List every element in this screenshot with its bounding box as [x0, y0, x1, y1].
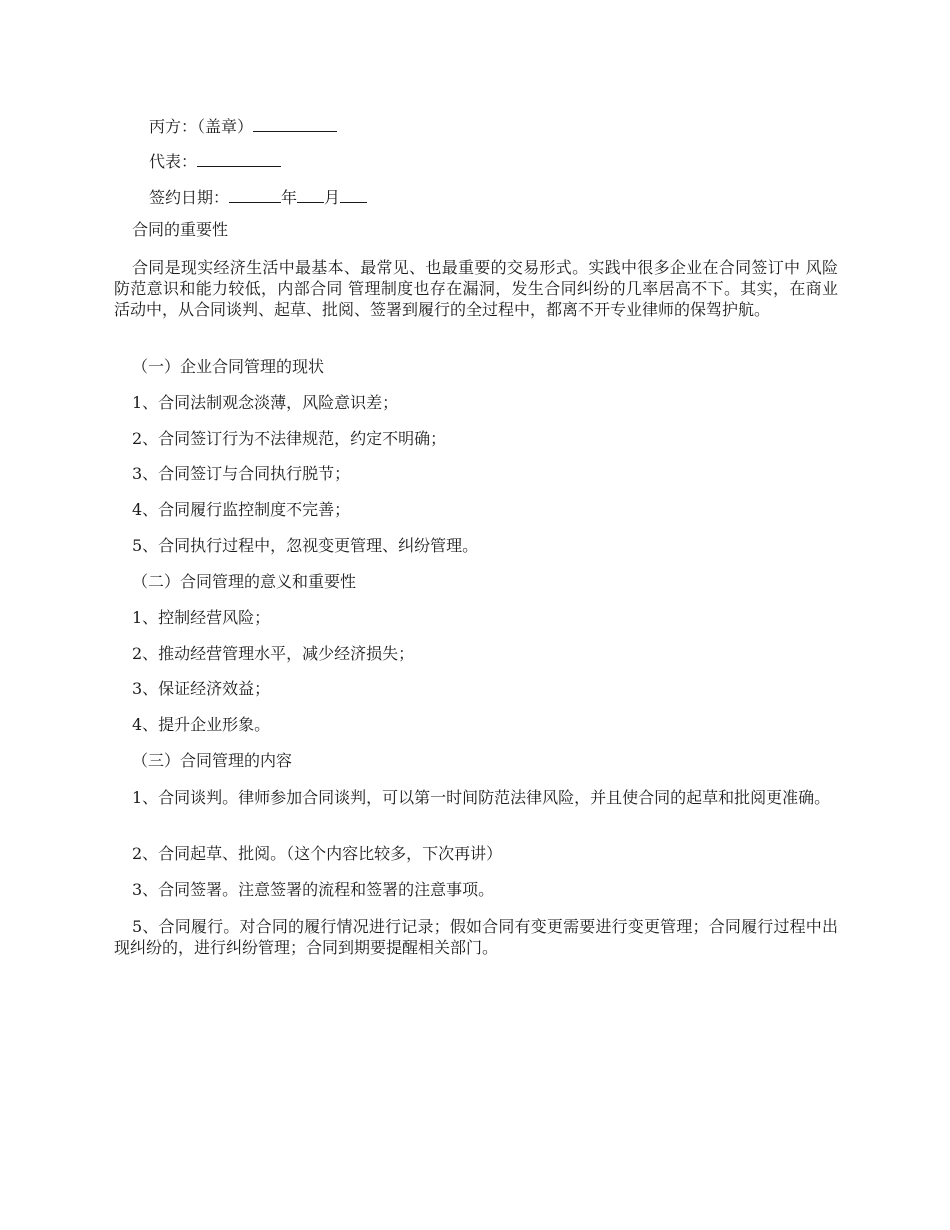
- section3-item: 1、合同谈判。律师参加合同谈判，可以第一时间防范法律风险，并且使合同的起草和批阅更准确。: [132, 788, 831, 807]
- intro-paragraph: 合同是现实经济生活中最基本、最常见、也最重要的交易形式。实践中很多企业在合同签订中 风险防范意识和能力较低，内部合同 管理制度也存在漏洞，发生合同纠纷的几率居高不下。其实，在商业活动中，从合同谈判、起草、批阅、签署到履行的全过程中，都离不开专业律师的保驾护航。: [114, 258, 838, 319]
- section1-item: 5、合同执行过程中，忽视变更管理、纠纷管理。: [132, 536, 479, 555]
- sign-date-label: 签约日期：: [149, 188, 230, 207]
- party-c-line: [149, 114, 337, 137]
- party-c-label: 丙方：（盖章）: [149, 117, 254, 136]
- section2-item: 3、保证经济效益；: [132, 679, 271, 698]
- section3-title: （三）合同管理的内容: [132, 751, 293, 770]
- section2-item: 2、推动经营管理水平，减少经济损失；: [132, 644, 415, 663]
- section1-item: 1、合同法制观念淡薄，风险意识差；: [132, 393, 399, 412]
- section1-item: 4、合同履行监控制度不完善；: [132, 500, 351, 519]
- section1-item: 2、合同签订行为不法律规范，约定不明确；: [132, 429, 447, 448]
- sign-year-unit: 年: [281, 188, 298, 207]
- section3-item: 3、合同签署。注意签署的流程和签署的注意事项。: [132, 880, 495, 899]
- representative-blank: [197, 149, 281, 167]
- representative-label: 代表：: [149, 152, 198, 171]
- section1-title: （一）企业合同管理的现状: [132, 357, 325, 376]
- section2-title: （二）合同管理的意义和重要性: [132, 572, 357, 591]
- party-c-blank: [253, 114, 337, 132]
- representative-line: [149, 149, 281, 172]
- sign-month-unit: 月: [324, 188, 341, 207]
- section2-item: 4、提升企业形象。: [132, 715, 271, 734]
- section1-item: 3、合同签订与合同执行脱节；: [132, 464, 351, 483]
- section2-item: 1、控制经营风险；: [132, 608, 271, 627]
- sign-year-blank: [229, 185, 281, 203]
- section3-item: 2、合同起草、批阅。（这个内容比较多，下次再讲）: [132, 844, 503, 863]
- sign-month-blank: [297, 185, 324, 203]
- section3-item: 5、合同履行。对合同的履行情况进行记录；假如合同有变更需要进行变更管理；合同履行过程中出现纠纷的，进行纠纷管理；合同到期要提醒相关部门。: [114, 917, 838, 957]
- section-heading: 合同的重要性: [132, 220, 229, 239]
- sign-date-line: [149, 185, 367, 208]
- sign-day-blank: [340, 185, 367, 203]
